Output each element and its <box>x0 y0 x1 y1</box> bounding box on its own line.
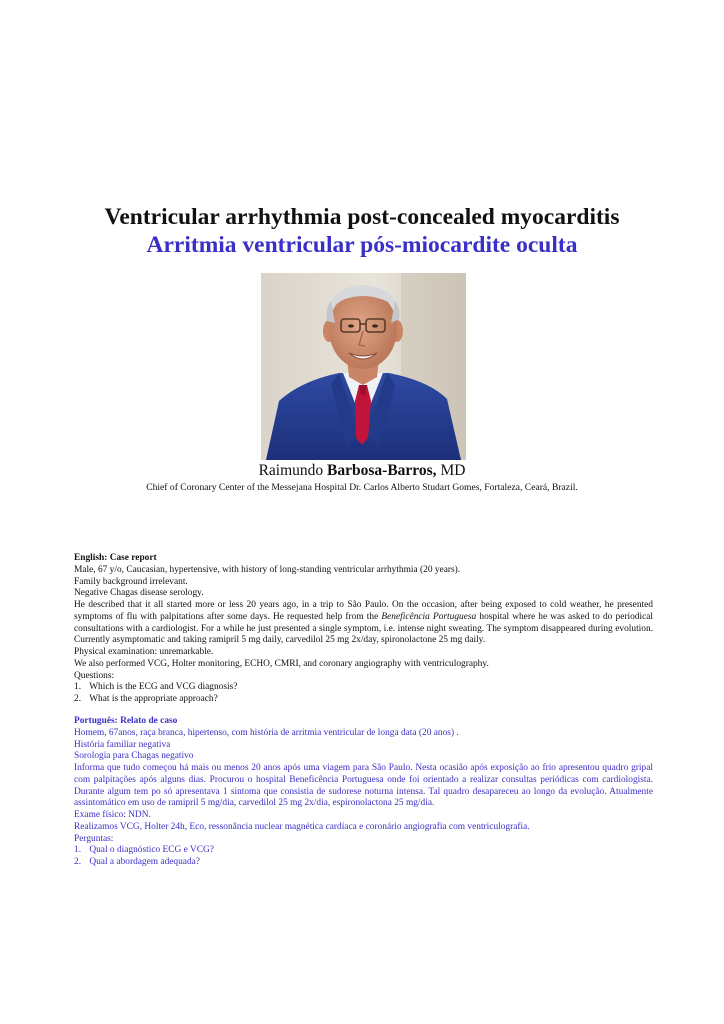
author-portrait <box>261 273 466 460</box>
case-report-portuguese <box>74 716 653 869</box>
clinical-history <box>74 600 653 647</box>
question-text: Qual o diagnóstico ECG e VCG? <box>89 845 214 856</box>
patient-summary: Homem, 67anos, raça branca, hipertenso, com história de arritmia ventricular de longa data (20 anos) . <box>74 727 459 738</box>
question-text: What is the appropriate approach? <box>89 694 218 704</box>
tests-performed: Realizamos VCG, Holter 24h, Eco, ressonância nuclear magnética cardíaca e coronário angiografia com ventriculografia. <box>74 821 530 832</box>
author-degree: MD <box>440 462 466 479</box>
question-number: 1. <box>74 682 82 693</box>
family-background: História familiar negativa <box>74 739 171 750</box>
author-affiliation: Chief of Coronary Center of the Messejana Hospital Dr. Carlos Alberto Studart Gomes, Fortaleza, Ceará, Brazil. <box>146 482 578 493</box>
history-part-2: hospital where he was asked to do periodical consultations with a cardiologist. For a while he just presented a single symptom, i.e. intense night sweating. The symptom disappeared during evolution. Currently asymptomatic and taking ramipril 5 mg daily, carvedilol 25 mg 2x/day, spironolactone 25 mg daily. <box>74 611 654 646</box>
chagas-serology: Sorologia para Chagas negativo <box>74 751 194 762</box>
chagas-serology: Negative Chagas disease serology. <box>74 588 204 599</box>
hospital-name: Beneficência Portuguesa <box>381 611 477 622</box>
title-english: Ventricular arrhythmia post-concealed myocarditis <box>104 204 620 230</box>
patient-summary: Male, 67 y/o, Caucasian, hypertensive, with history of long-standing ventricular arrhythmia (20 years). <box>74 564 461 575</box>
section-heading-portuguese: Português: Relato de caso <box>74 716 178 726</box>
question-text: Qual a abordagem adequada? <box>89 857 200 867</box>
question-number: 1. <box>74 845 82 856</box>
question-1 <box>74 845 653 857</box>
author-name <box>0 461 724 481</box>
questions-label: Questions: <box>74 670 115 681</box>
question-text: Which is the ECG and VCG diagnosis? <box>89 682 238 693</box>
title-portuguese: Arritmia ventricular pós-miocardite oculta <box>146 232 578 258</box>
section-heading-english: English: Case report <box>74 553 157 563</box>
author-first-name: Raimundo <box>258 462 324 479</box>
question-number: 2. <box>74 857 82 867</box>
author-last-name: Barbosa-Barros, <box>327 462 437 479</box>
clinical-history: Informa que tudo começou há mais ou menos 20 anos após uma viagem para São Paulo. Nesta ocasião após exposição ao frio apresentou quadro gripal com palpitações após alguns dias. Procurou o hospital Beneficência Portuguesa onde foi orientado a realizar consultas periódicas com cardiologista. Durante algum tem po só apresentava 1 sintoma que consistia de sudorese noturna intensa. Tal quadro desapareceu ao longo da evolução. Atualmente assintomático em uso de ramipril 5 mg/dia, carvedilol 25 mg 2x/dia, espironolactona 25 mg/dia. <box>74 763 653 809</box>
history-part-1: He described that it all started more or less 20 years ago, in a trip to São Paulo. On the occasion, after being exposed to cold weather, he presented symptoms of flu with palpitations after some days. He requested help from the <box>74 600 653 622</box>
tests-performed: We also performed VCG, Holter monitoring, ECHO, CMRI, and coronary angiography with ventriculography. <box>74 658 489 669</box>
question-2 <box>74 694 653 706</box>
case-report-english <box>74 553 653 706</box>
question-number: 2. <box>74 694 82 704</box>
physical-exam: Physical examination: unremarkable. <box>74 647 214 657</box>
questions-label: Perguntas: <box>74 833 114 844</box>
question-2 <box>74 857 653 869</box>
family-background: Family background irrelevant. <box>74 576 188 587</box>
question-1 <box>74 682 653 694</box>
physical-exam: Exame físico: NDN. <box>74 810 151 820</box>
